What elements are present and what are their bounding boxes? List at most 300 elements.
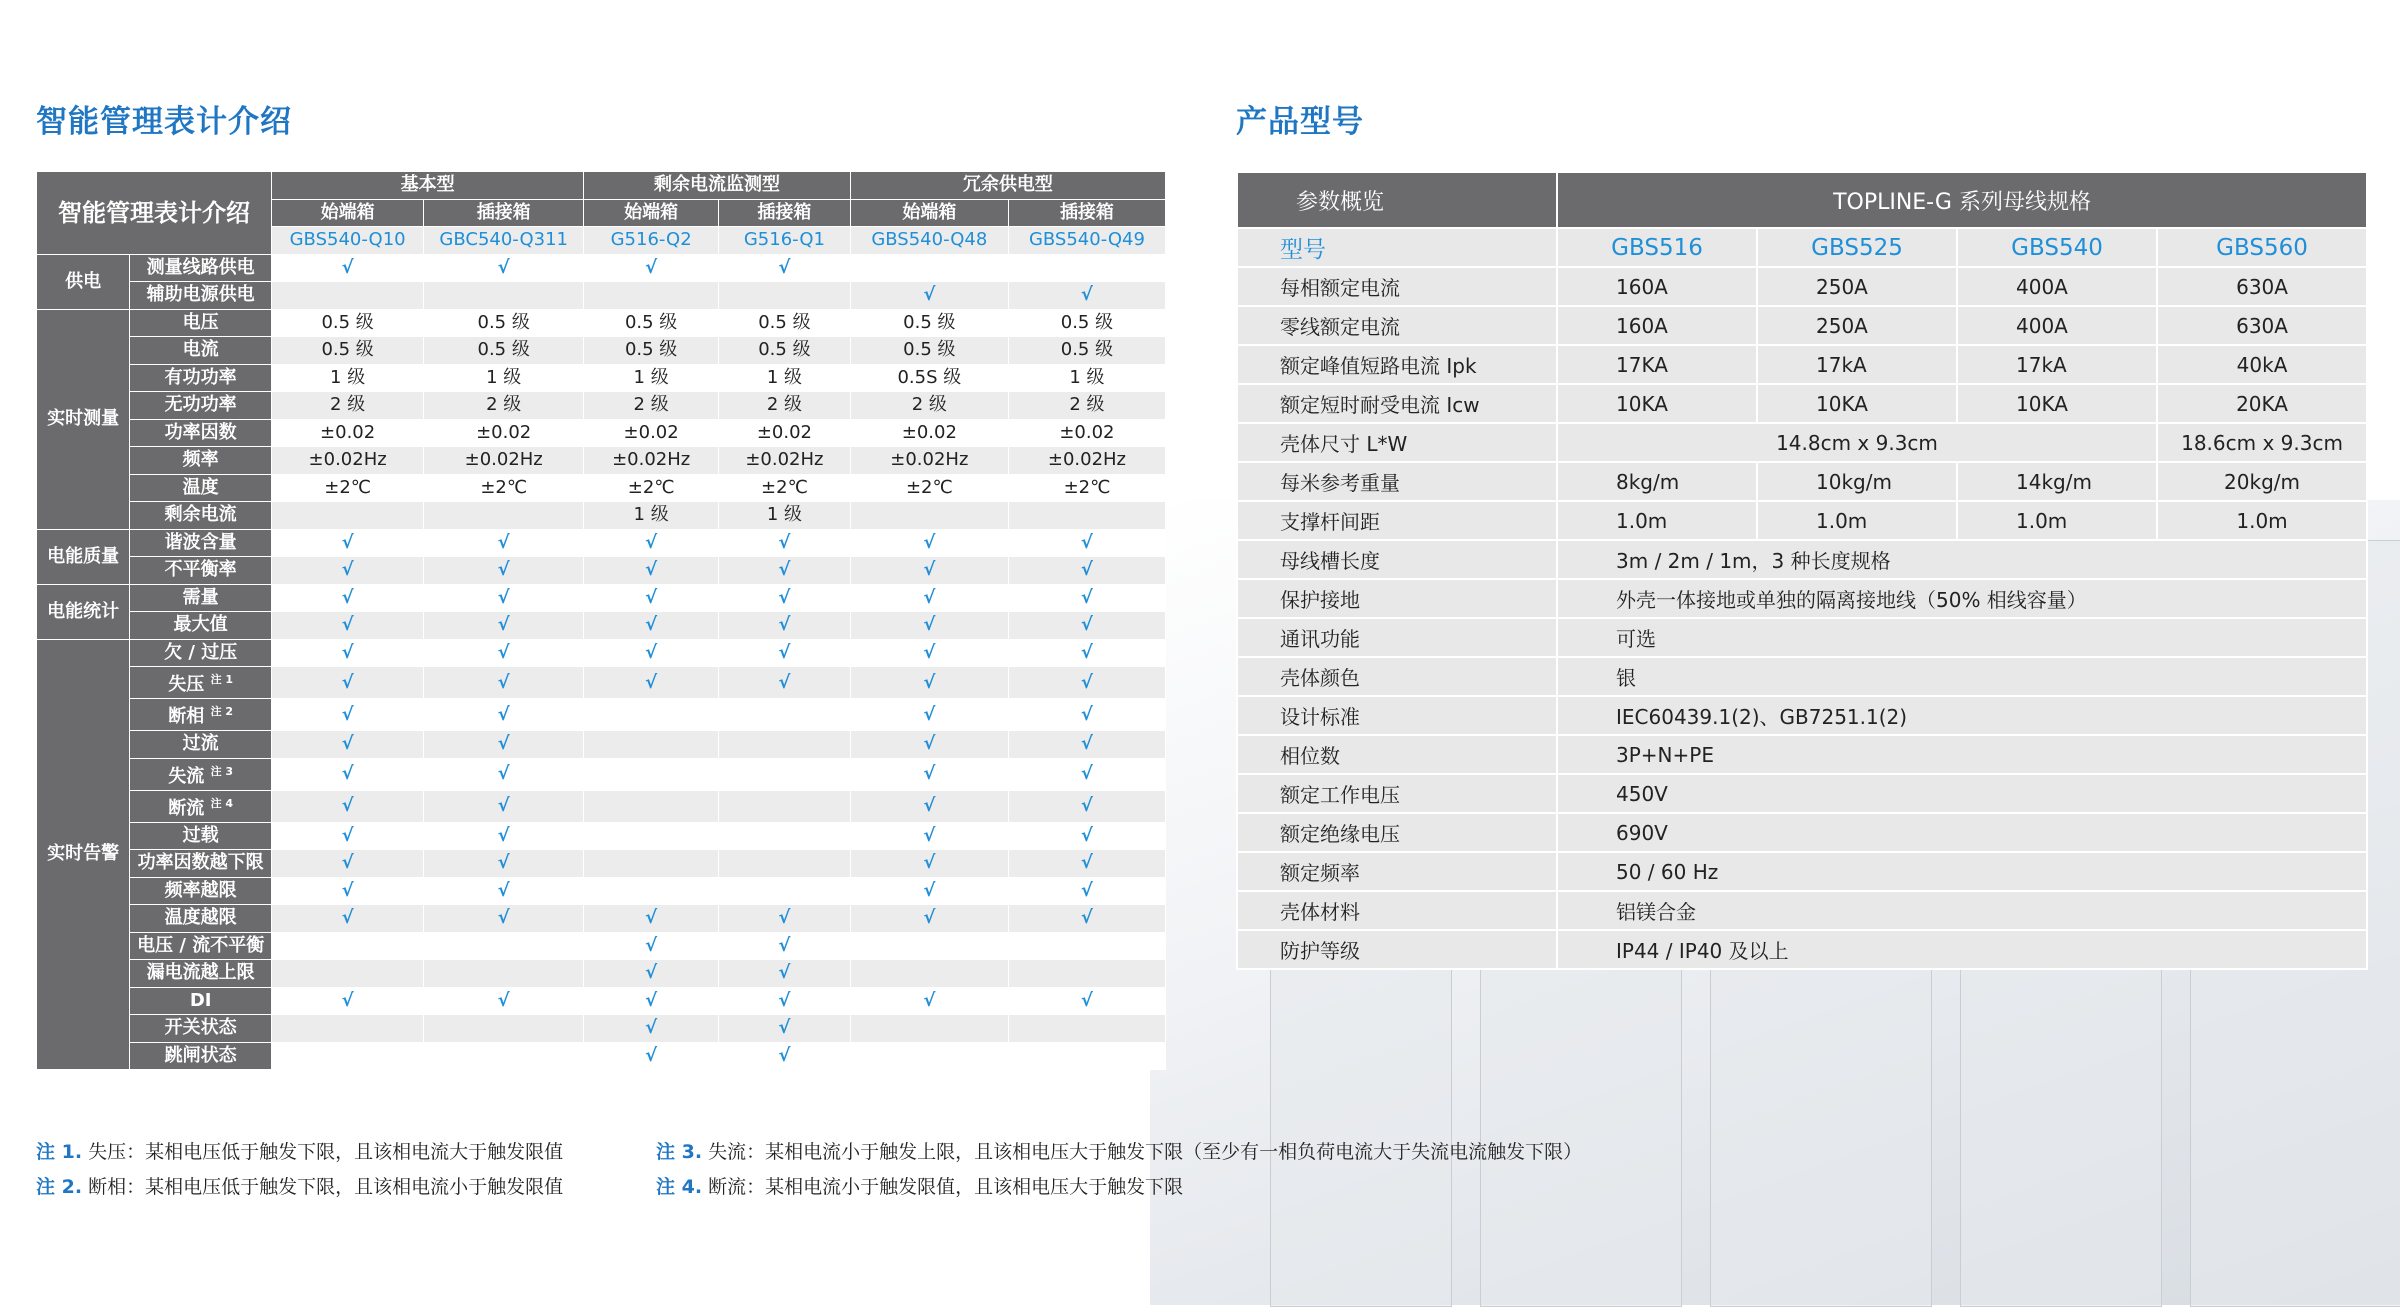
meter-cell (719, 758, 851, 790)
spec-row (1237, 618, 2367, 657)
spec-head-right: TOPLINE-G 系列母线规格 (1557, 172, 2367, 228)
meter-row-label-text: 剩余电流 (164, 504, 237, 526)
spec-row-label: 壳体材料 (1237, 891, 1557, 930)
spec-row (1237, 696, 2367, 735)
meter-cell (424, 282, 584, 310)
meter-cell: √ (424, 667, 584, 699)
meter-cell: ±0.02Hz (719, 447, 851, 475)
meter-cell: √ (1008, 731, 1165, 759)
meter-row-label-text: 频率 (182, 449, 219, 471)
spec-cell: 450V (1557, 774, 2367, 813)
meter-row (37, 1042, 1166, 1070)
spec-cell: 1.0m (2157, 501, 2367, 540)
meter-row (37, 337, 1166, 365)
meter-cell: √ (719, 905, 851, 933)
spec-cell: 50 / 60 Hz (1557, 852, 2367, 891)
notes-right (656, 1135, 1582, 1205)
meter-cell: ±0.02Hz (584, 447, 719, 475)
meter-row-label-text: 无功功率 (164, 394, 237, 416)
spec-row-label: 每相额定电流 (1237, 267, 1557, 306)
meter-cell: 1 级 (584, 364, 719, 392)
spec-row (1237, 501, 2367, 540)
spec-row-label: 保护接地 (1237, 579, 1557, 618)
meter-cell: √ (584, 987, 719, 1015)
meter-cell (1008, 932, 1165, 960)
spec-row (1237, 657, 2367, 696)
meter-cell: √ (719, 557, 851, 585)
meter-cell: √ (424, 877, 584, 905)
meter-row-label-text: 谐波含量 (164, 531, 237, 553)
meter-cell: √ (272, 254, 424, 282)
meter-row-label (130, 987, 272, 1015)
meter-row-label-text: 过载 (182, 824, 219, 846)
meter-cell: √ (584, 1042, 719, 1070)
spec-cell: 银 (1557, 657, 2367, 696)
spec-row-label: 设计标准 (1237, 696, 1557, 735)
meter-cell: √ (850, 699, 1008, 731)
meter-row (37, 639, 1166, 667)
meter-cell (584, 758, 719, 790)
meter-row (37, 987, 1166, 1015)
meter-row-label-text: 过流 (182, 733, 219, 755)
spec-model-name: GBS516 (1557, 228, 1757, 267)
meter-cell: √ (272, 699, 424, 731)
meter-feature-table (36, 171, 1166, 1070)
meter-row-label-text: 跳闸状态 (164, 1044, 237, 1066)
meter-cell: 2 级 (584, 392, 719, 420)
meter-cell: 0.5 级 (424, 337, 584, 365)
meter-type-header: 剩余电流监测型 (584, 172, 851, 200)
meter-cell: 0.5 级 (272, 337, 424, 365)
meter-cell: √ (850, 758, 1008, 790)
spec-cell: 630A (2157, 267, 2367, 306)
meter-group-label: 电能质量 (37, 529, 130, 584)
spec-cell: 17KA (1557, 345, 1757, 384)
meter-cell: √ (584, 557, 719, 585)
spec-model-row (1237, 228, 2367, 267)
note-3: 注 3. 失流：某相电流小于触发上限，且该相电压大于触发下限（至少有一相负荷电流大于失流电流触发下限） (656, 1141, 1583, 1163)
meter-row-label (130, 850, 272, 878)
meter-cell: √ (272, 667, 424, 699)
meter-group-label: 实时测量 (37, 309, 130, 529)
meter-cell: √ (272, 987, 424, 1015)
meter-model-header: G516-Q2 (584, 227, 719, 255)
meter-cell: √ (272, 905, 424, 933)
meter-row-label (130, 790, 272, 822)
spec-cell: 10kg/m (1757, 462, 1957, 501)
meter-row-label-text: 需量 (182, 586, 219, 608)
spec-cell: 1.0m (1757, 501, 1957, 540)
meter-row (37, 822, 1166, 850)
meter-cell: √ (850, 282, 1008, 310)
meter-row (37, 932, 1166, 960)
meter-row-label (130, 584, 272, 612)
meter-row (37, 877, 1166, 905)
meter-cell: 1 级 (719, 364, 851, 392)
meter-box-header: 始端箱 (584, 199, 719, 227)
meter-cell: 0.5 级 (584, 337, 719, 365)
spec-row-label: 额定工作电压 (1237, 774, 1557, 813)
meter-cell: √ (1008, 850, 1165, 878)
spec-cell: 160A (1557, 267, 1757, 306)
meter-cell (719, 790, 851, 822)
spec-cell: 250A (1757, 306, 1957, 345)
meter-cell: √ (1008, 529, 1165, 557)
section-title-meter: 智能管理表计介绍 (36, 104, 292, 140)
spec-row (1237, 852, 2367, 891)
meter-cell: √ (424, 699, 584, 731)
meter-cell (584, 282, 719, 310)
spec-cell: IEC60439.1(2)、GB7251.1(2) (1557, 696, 2367, 735)
meter-row (37, 612, 1166, 640)
meter-model-header: GBS540-Q48 (850, 227, 1008, 255)
meter-box-header: 插接箱 (424, 199, 584, 227)
spec-cell: 400A (1957, 306, 2157, 345)
spec-cell: 690V (1557, 813, 2367, 852)
meter-cell: √ (1008, 822, 1165, 850)
meter-cell: √ (584, 905, 719, 933)
meter-row (37, 584, 1166, 612)
meter-row-label (130, 419, 272, 447)
spec-row-label: 额定峰值短路电流 Ipk (1237, 345, 1557, 384)
meter-cell (850, 1015, 1008, 1043)
meter-cell: 2 级 (272, 392, 424, 420)
spec-row-label: 额定频率 (1237, 852, 1557, 891)
meter-row-label-text: 电压 (182, 311, 219, 333)
meter-cell (584, 731, 719, 759)
meter-row-label (130, 282, 272, 310)
meter-row-label (130, 529, 272, 557)
meter-row-label (130, 639, 272, 667)
meter-cell: ±0.02Hz (272, 447, 424, 475)
meter-cell: ±0.02 (424, 419, 584, 447)
spec-cell: 630A (2157, 306, 2367, 345)
meter-cell: ±0.02 (584, 419, 719, 447)
meter-row (37, 419, 1166, 447)
meter-cell: √ (272, 584, 424, 612)
note-1: 注 1. 失压：某相电压低于触发下限，且该相电流大于触发限值 (36, 1141, 564, 1163)
meter-row (37, 392, 1166, 420)
meter-row (37, 790, 1166, 822)
meter-cell: √ (272, 731, 424, 759)
meter-cell: ±2℃ (719, 474, 851, 502)
meter-cell: √ (850, 731, 1008, 759)
meter-cell: √ (424, 731, 584, 759)
spec-row (1237, 345, 2367, 384)
meter-cell: 1 级 (1008, 364, 1165, 392)
meter-cell: √ (1008, 282, 1165, 310)
meter-row-label-text: 频率越限 (164, 879, 237, 901)
meter-row (37, 502, 1166, 530)
meter-cell (719, 850, 851, 878)
meter-type-header: 基本型 (272, 172, 584, 200)
meter-row (37, 1015, 1166, 1043)
meter-row-label (130, 447, 272, 475)
spec-row (1237, 735, 2367, 774)
meter-cell: 0.5 级 (424, 309, 584, 337)
spec-row (1237, 384, 2367, 423)
meter-row-label (130, 337, 272, 365)
meter-cell: √ (272, 758, 424, 790)
meter-row-label (130, 364, 272, 392)
meter-box-header: 插接箱 (719, 199, 851, 227)
meter-group-label: 供电 (37, 254, 130, 309)
meter-row-label (130, 612, 272, 640)
meter-cell: √ (719, 612, 851, 640)
meter-cell (850, 932, 1008, 960)
meter-cell (1008, 254, 1165, 282)
meter-row-label (130, 667, 272, 699)
meter-row-label-text: 功率因数越下限 (137, 852, 264, 874)
meter-cell: √ (719, 1042, 851, 1070)
meter-row-label-text: 电压 / 流不平衡 (137, 934, 265, 956)
spec-row-label: 每米参考重量 (1237, 462, 1557, 501)
meter-cell: ±2℃ (272, 474, 424, 502)
meter-cell: 0.5 级 (272, 309, 424, 337)
meter-cell: √ (584, 667, 719, 699)
meter-cell: √ (719, 667, 851, 699)
meter-row (37, 905, 1166, 933)
meter-corner-title: 智能管理表计介绍 (37, 172, 272, 255)
meter-cell: √ (1008, 790, 1165, 822)
spec-row-label: 额定绝缘电压 (1237, 813, 1557, 852)
meter-row (37, 447, 1166, 475)
meter-cell: ±0.02Hz (850, 447, 1008, 475)
section-title-models: 产品型号 (1236, 104, 1364, 140)
spec-cell: IP44 / IP40 及以上 (1557, 930, 2367, 969)
meter-cell (584, 877, 719, 905)
meter-row-label (130, 905, 272, 933)
meter-row-label (130, 309, 272, 337)
meter-cell (424, 1015, 584, 1043)
meter-cell (424, 932, 584, 960)
meter-cell: ±2℃ (424, 474, 584, 502)
meter-row-label (130, 960, 272, 988)
note-ref: 注 1 (210, 673, 234, 686)
meter-cell: √ (424, 790, 584, 822)
meter-cell: √ (424, 987, 584, 1015)
meter-model-header: GBS540-Q49 (1008, 227, 1165, 255)
meter-row-label (130, 932, 272, 960)
spec-row (1237, 774, 2367, 813)
meter-model-header: GBC540-Q311 (424, 227, 584, 255)
meter-cell (719, 877, 851, 905)
meter-cell: √ (719, 932, 851, 960)
meter-cell (719, 822, 851, 850)
spec-row-label: 相位数 (1237, 735, 1557, 774)
spec-cell: 10KA (1957, 384, 2157, 423)
meter-cell: √ (719, 584, 851, 612)
meter-cell (272, 1015, 424, 1043)
meter-row (37, 529, 1166, 557)
spec-cell: 18.6cm x 9.3cm (2157, 423, 2367, 462)
meter-cell: √ (584, 612, 719, 640)
meter-cell: √ (1008, 639, 1165, 667)
meter-row (37, 960, 1166, 988)
meter-cell: 1 级 (424, 364, 584, 392)
spec-cell: 1.0m (1557, 501, 1757, 540)
meter-cell: √ (424, 758, 584, 790)
meter-cell: √ (272, 850, 424, 878)
meter-cell: √ (1008, 987, 1165, 1015)
meter-row (37, 474, 1166, 502)
meter-cell (719, 731, 851, 759)
meter-cell: √ (850, 612, 1008, 640)
meter-cell (850, 1042, 1008, 1070)
meter-group-label: 实时告警 (37, 639, 130, 1070)
meter-row-label-text: 断流 (168, 797, 205, 819)
meter-cell (424, 502, 584, 530)
meter-box-header: 始端箱 (272, 199, 424, 227)
meter-cell (1008, 960, 1165, 988)
meter-row-label-text: 功率因数 (164, 421, 237, 443)
meter-cell: 2 级 (850, 392, 1008, 420)
notes-left (36, 1135, 563, 1205)
meter-cell: √ (424, 584, 584, 612)
meter-cell: √ (584, 254, 719, 282)
meter-row-label-text: 测量线路供电 (146, 256, 255, 278)
meter-row-label (130, 557, 272, 585)
meter-cell: √ (272, 790, 424, 822)
spec-row-label: 零线额定电流 (1237, 306, 1557, 345)
meter-row (37, 309, 1166, 337)
meter-row (37, 557, 1166, 585)
spec-row (1237, 891, 2367, 930)
meter-cell: √ (850, 905, 1008, 933)
spec-cell: 铝镁合金 (1557, 891, 2367, 930)
meter-row-label (130, 254, 272, 282)
spec-cell: 3m / 2m / 1m，3 种长度规格 (1557, 540, 2367, 579)
spec-row-label: 额定短时耐受电流 Icw (1237, 384, 1557, 423)
spec-cell: 1.0m (1957, 501, 2157, 540)
spec-model-label: 型号 (1237, 228, 1557, 267)
meter-cell: √ (719, 639, 851, 667)
meter-cell: √ (584, 960, 719, 988)
meter-cell: 1 级 (584, 502, 719, 530)
meter-cell: 0.5 级 (1008, 337, 1165, 365)
spec-cell: 8kg/m (1557, 462, 1757, 501)
meter-row (37, 282, 1166, 310)
meter-cell (424, 960, 584, 988)
meter-cell (850, 502, 1008, 530)
busbar-spec-table (1236, 171, 2368, 970)
meter-cell: √ (424, 557, 584, 585)
meter-cell (1008, 1042, 1165, 1070)
meter-cell: ±0.02 (719, 419, 851, 447)
meter-row-label-text: DI (189, 989, 212, 1011)
meter-cell (850, 254, 1008, 282)
meter-row-label (130, 758, 272, 790)
meter-row (37, 667, 1166, 699)
meter-cell: √ (850, 877, 1008, 905)
meter-cell: ±0.02Hz (424, 447, 584, 475)
meter-row-label-text: 欠 / 过压 (164, 641, 238, 663)
meter-row-label (130, 1042, 272, 1070)
meter-cell: √ (584, 639, 719, 667)
spec-cell: 外壳一体接地或单独的隔离接地线（50% 相线容量） (1557, 579, 2367, 618)
meter-row (37, 364, 1166, 392)
spec-row-size (1237, 423, 2367, 462)
meter-cell: ±2℃ (584, 474, 719, 502)
meter-cell: √ (850, 987, 1008, 1015)
meter-row (37, 254, 1166, 282)
meter-cell: √ (424, 639, 584, 667)
meter-cell: √ (272, 529, 424, 557)
spec-header-row (1237, 172, 2367, 228)
note-ref: 注 2 (210, 705, 234, 718)
meter-cell: √ (1008, 758, 1165, 790)
meter-cell (719, 282, 851, 310)
meter-row-label (130, 822, 272, 850)
meter-cell: 0.5S 级 (850, 364, 1008, 392)
meter-cell: √ (424, 905, 584, 933)
meter-cell: 1 级 (719, 502, 851, 530)
meter-cell: √ (719, 1015, 851, 1043)
meter-row-label (130, 1015, 272, 1043)
meter-model-header: G516-Q1 (719, 227, 851, 255)
meter-row-label (130, 502, 272, 530)
meter-cell: √ (850, 850, 1008, 878)
meter-cell: 1 级 (272, 364, 424, 392)
spec-cell: 17kA (1757, 345, 1957, 384)
meter-cell: 0.5 级 (850, 309, 1008, 337)
meter-cell: √ (272, 557, 424, 585)
note-ref: 注 3 (210, 764, 234, 778)
spec-row (1237, 930, 2367, 969)
meter-cell: √ (272, 639, 424, 667)
meter-row-label-text: 辅助电源供电 (146, 284, 255, 306)
note-4: 注 4. 断流：某相电流小于触发限值，且该相电压大于触发下限 (656, 1176, 1184, 1198)
meter-cell: √ (584, 932, 719, 960)
note-ref: 注 4 (210, 796, 234, 810)
meter-cell: √ (850, 822, 1008, 850)
meter-cell: ±0.02 (1008, 419, 1165, 447)
meter-row-label (130, 474, 272, 502)
meter-group-label: 电能统计 (37, 584, 130, 639)
spec-head-left: 参数概览 (1237, 172, 1557, 228)
spec-row-label: 支撑杆间距 (1237, 501, 1557, 540)
meter-cell: 0.5 级 (719, 309, 851, 337)
meter-cell: √ (850, 790, 1008, 822)
spec-row (1237, 813, 2367, 852)
meter-cell (424, 1042, 584, 1070)
spec-model-name: GBS525 (1757, 228, 1957, 267)
spec-cell: 20kg/m (2157, 462, 2367, 501)
spec-cell: 20KA (2157, 384, 2367, 423)
meter-cell: 0.5 级 (719, 337, 851, 365)
meter-cell: √ (424, 822, 584, 850)
spec-cell: 17kA (1957, 345, 2157, 384)
meter-cell: √ (1008, 612, 1165, 640)
spec-row (1237, 540, 2367, 579)
meter-cell: √ (1008, 877, 1165, 905)
meter-cell: √ (719, 960, 851, 988)
meter-cell (584, 699, 719, 731)
meter-row (37, 731, 1166, 759)
meter-row-label-text: 失压 (168, 674, 205, 695)
meter-row-label-text: 开关状态 (164, 1017, 237, 1039)
meter-row-label-text: 漏电流越上限 (146, 962, 255, 984)
meter-header-row-types (37, 172, 1166, 200)
meter-cell: ±2℃ (1008, 474, 1165, 502)
meter-row-label (130, 699, 272, 731)
meter-cell (272, 1042, 424, 1070)
meter-cell (272, 960, 424, 988)
meter-cell: 2 级 (1008, 392, 1165, 420)
meter-cell: √ (424, 850, 584, 878)
spec-row (1237, 267, 2367, 306)
spec-cell: 10KA (1557, 384, 1757, 423)
